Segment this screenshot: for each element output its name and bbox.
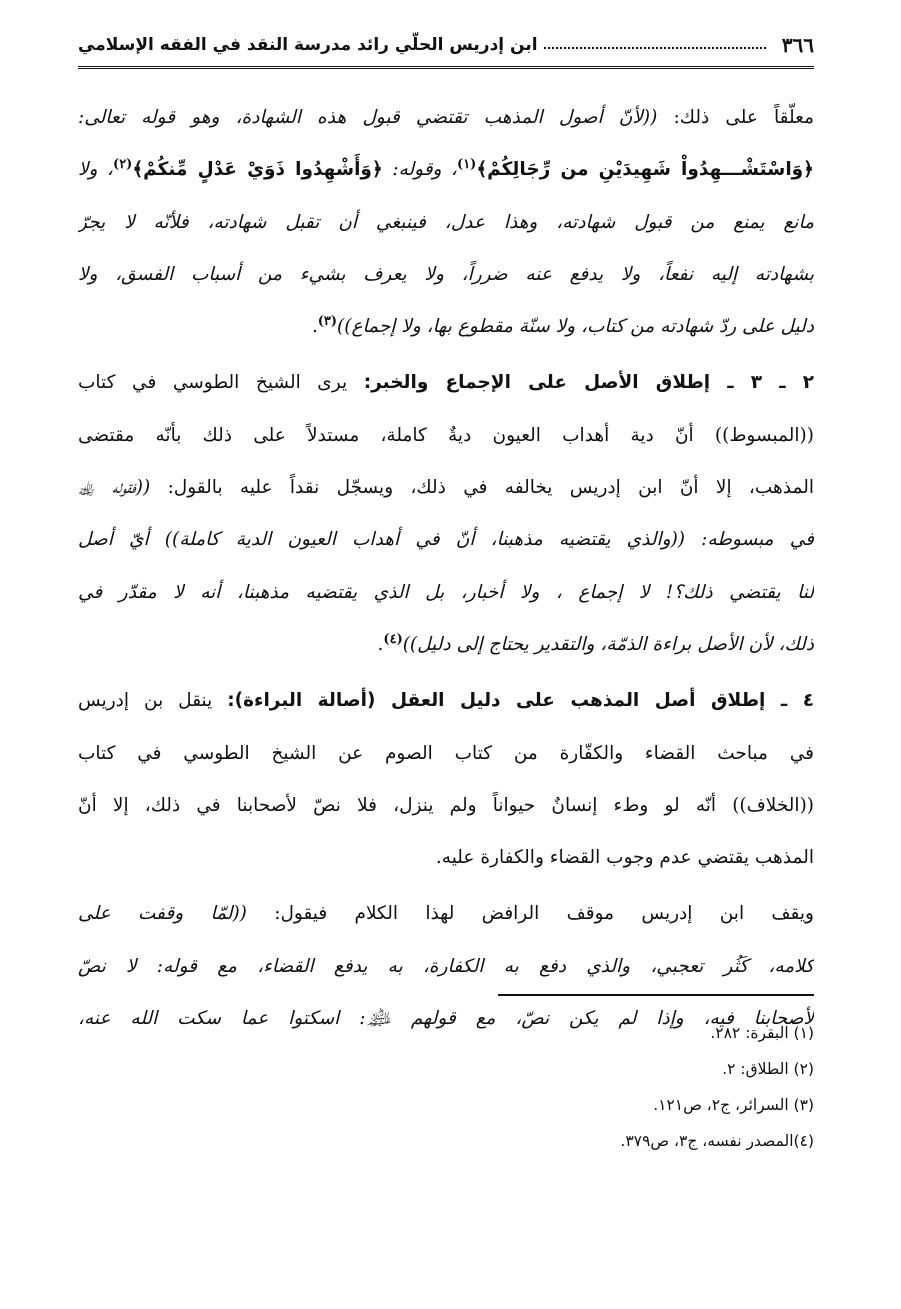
footnote-divider bbox=[498, 994, 814, 996]
quotation: ذلك، لأن الأصل براءة الذمّة، والتقدير يحتاج إلى دليل)) bbox=[402, 633, 814, 655]
footnote-ref: (١) bbox=[457, 157, 477, 173]
footnote: (١) البقرة: ٢٨٢. bbox=[710, 1024, 814, 1042]
text-line bbox=[78, 675, 814, 727]
text-line bbox=[78, 301, 814, 353]
text-line bbox=[78, 888, 814, 940]
text-line: مانع يمنع من قبول شهادته، وهذا عدل، فينبغي أن تقبل شهادته، فلأنّه لا يجرّ bbox=[78, 211, 814, 233]
text-line: لنا يقتضي ذلك؟! لا إجماع ، ولا أخبار، بل الذي يقتضيه مذهبنا، أنه لا مقدّر في bbox=[78, 581, 814, 603]
header-dot-leader bbox=[544, 47, 766, 49]
text-line: كلامه، كَثُر تعجبي، والذي دفع به الكفارة، به يدفع القضاء، مع قوله: لا نصّ bbox=[78, 955, 814, 977]
text-line: لأصحابنا فيه، وإذا لم يكن نصّ، مع قولهم ﵈: اسكتوا عما سكت الله عنه، bbox=[78, 1008, 814, 1030]
section-heading: ٢ ـ ٣ ـ إطلاق الأصل على الإجماع والخبر: bbox=[363, 372, 814, 394]
footnote: (٢) الطلاق: ٢. bbox=[722, 1060, 814, 1078]
quran-verse: ﴿وَاسْتَشْـــهِدُواْ شَهِيدَيْنِ من رِّجَالِكُمْ﴾ bbox=[476, 159, 814, 181]
text-span: . bbox=[311, 316, 318, 338]
text-span: ينقل بن إدريس bbox=[78, 690, 228, 712]
text-span: . bbox=[377, 633, 384, 655]
quotation: ، وقوله: bbox=[382, 159, 458, 181]
text-line bbox=[78, 92, 814, 144]
quotation: ، ولا bbox=[78, 159, 114, 181]
quotation: ((والذي يقتضيه مذهبنا، أنّ في أهداب العيون الدية كاملة)) أيّ أصل bbox=[78, 529, 686, 551]
text-line: ((الخلاف)) أنّه لو وطء إنسانٌ حيواناً ولم ينزل، فلا نصّ لأصحابنا في ذلك، إلا أنّ bbox=[78, 794, 814, 816]
text-line bbox=[78, 462, 814, 514]
footnote: (٣) السرائر، ج٢، ص١٢١. bbox=[653, 1096, 814, 1114]
quotation: ((لمّا وقفت على bbox=[78, 903, 247, 925]
body-text bbox=[78, 92, 814, 1045]
text-span: المذهب، إلا أنّ ابن إدريس يخالفه في ذلك، ويسجّل نقداً عليه بالقول: bbox=[150, 477, 814, 499]
footnote-ref: (٢) bbox=[113, 157, 133, 173]
text-line bbox=[78, 619, 814, 671]
text-line: في مباحث القضاء والكفّارة من كتاب الصوم عن الشيخ الطوسي في كتاب bbox=[78, 742, 814, 764]
running-title: ابن إدريس الحلّي رائد مدرسة النقد في الفقه الإسلامي bbox=[78, 35, 538, 55]
quotation: ((لأنّ أصول المذهب تقتضي قبول هذه الشهادة، وهو قوله تعالى: bbox=[78, 107, 658, 128]
text-span: في مبسوطه: bbox=[685, 529, 814, 551]
text-line bbox=[78, 514, 814, 566]
footnotes bbox=[78, 1015, 814, 1159]
page-number: ٣٦٦ bbox=[781, 33, 814, 57]
text-span: يرى الشيخ الطوسي في كتاب bbox=[78, 372, 364, 394]
quran-verse: ﴿وَأَشْهِدُوا ذَوَيْ عَدْلٍ مِّنكُمْ﴾ bbox=[132, 159, 383, 181]
footnote: (٤)المصدر نفسه، ج٣، ص٣٧٩. bbox=[620, 1132, 814, 1150]
page-header bbox=[78, 24, 814, 69]
quotation: دليل على ردّ شهادته من كتاب، ولا سنّة مقطوع بها، ولا إجماع)) bbox=[337, 316, 814, 338]
text-line bbox=[78, 144, 814, 196]
text-line bbox=[78, 357, 814, 409]
quotation: ((فقوله ﵀ bbox=[78, 477, 151, 499]
text-line: ((المبسوط)) أنّ دية أهداب العيون ديةٌ كاملة، مستدلاً على ذلك بأنّه مقتضى bbox=[78, 424, 814, 446]
text-line: بشهادته إليه نفعاً، ولا يدفع عنه ضرراً، ولا يعرف بشيء من أسباب الفسق، ولا bbox=[78, 263, 814, 285]
footnote-ref: (٤) bbox=[383, 631, 403, 647]
footnote-ref: (٣) bbox=[317, 314, 338, 330]
text-span: ويقف ابن إدريس موقف الرافض لهذا الكلام فيقول: bbox=[246, 903, 814, 925]
text-span: معلّقاً على ذلك: bbox=[657, 107, 814, 128]
text-line: المذهب يقتضي عدم وجوب القضاء والكفارة عليه. bbox=[435, 847, 814, 869]
section-heading: ٤ ـ إطلاق أصل المذهب على دليل العقل (أصالة البراءة): bbox=[227, 690, 814, 712]
